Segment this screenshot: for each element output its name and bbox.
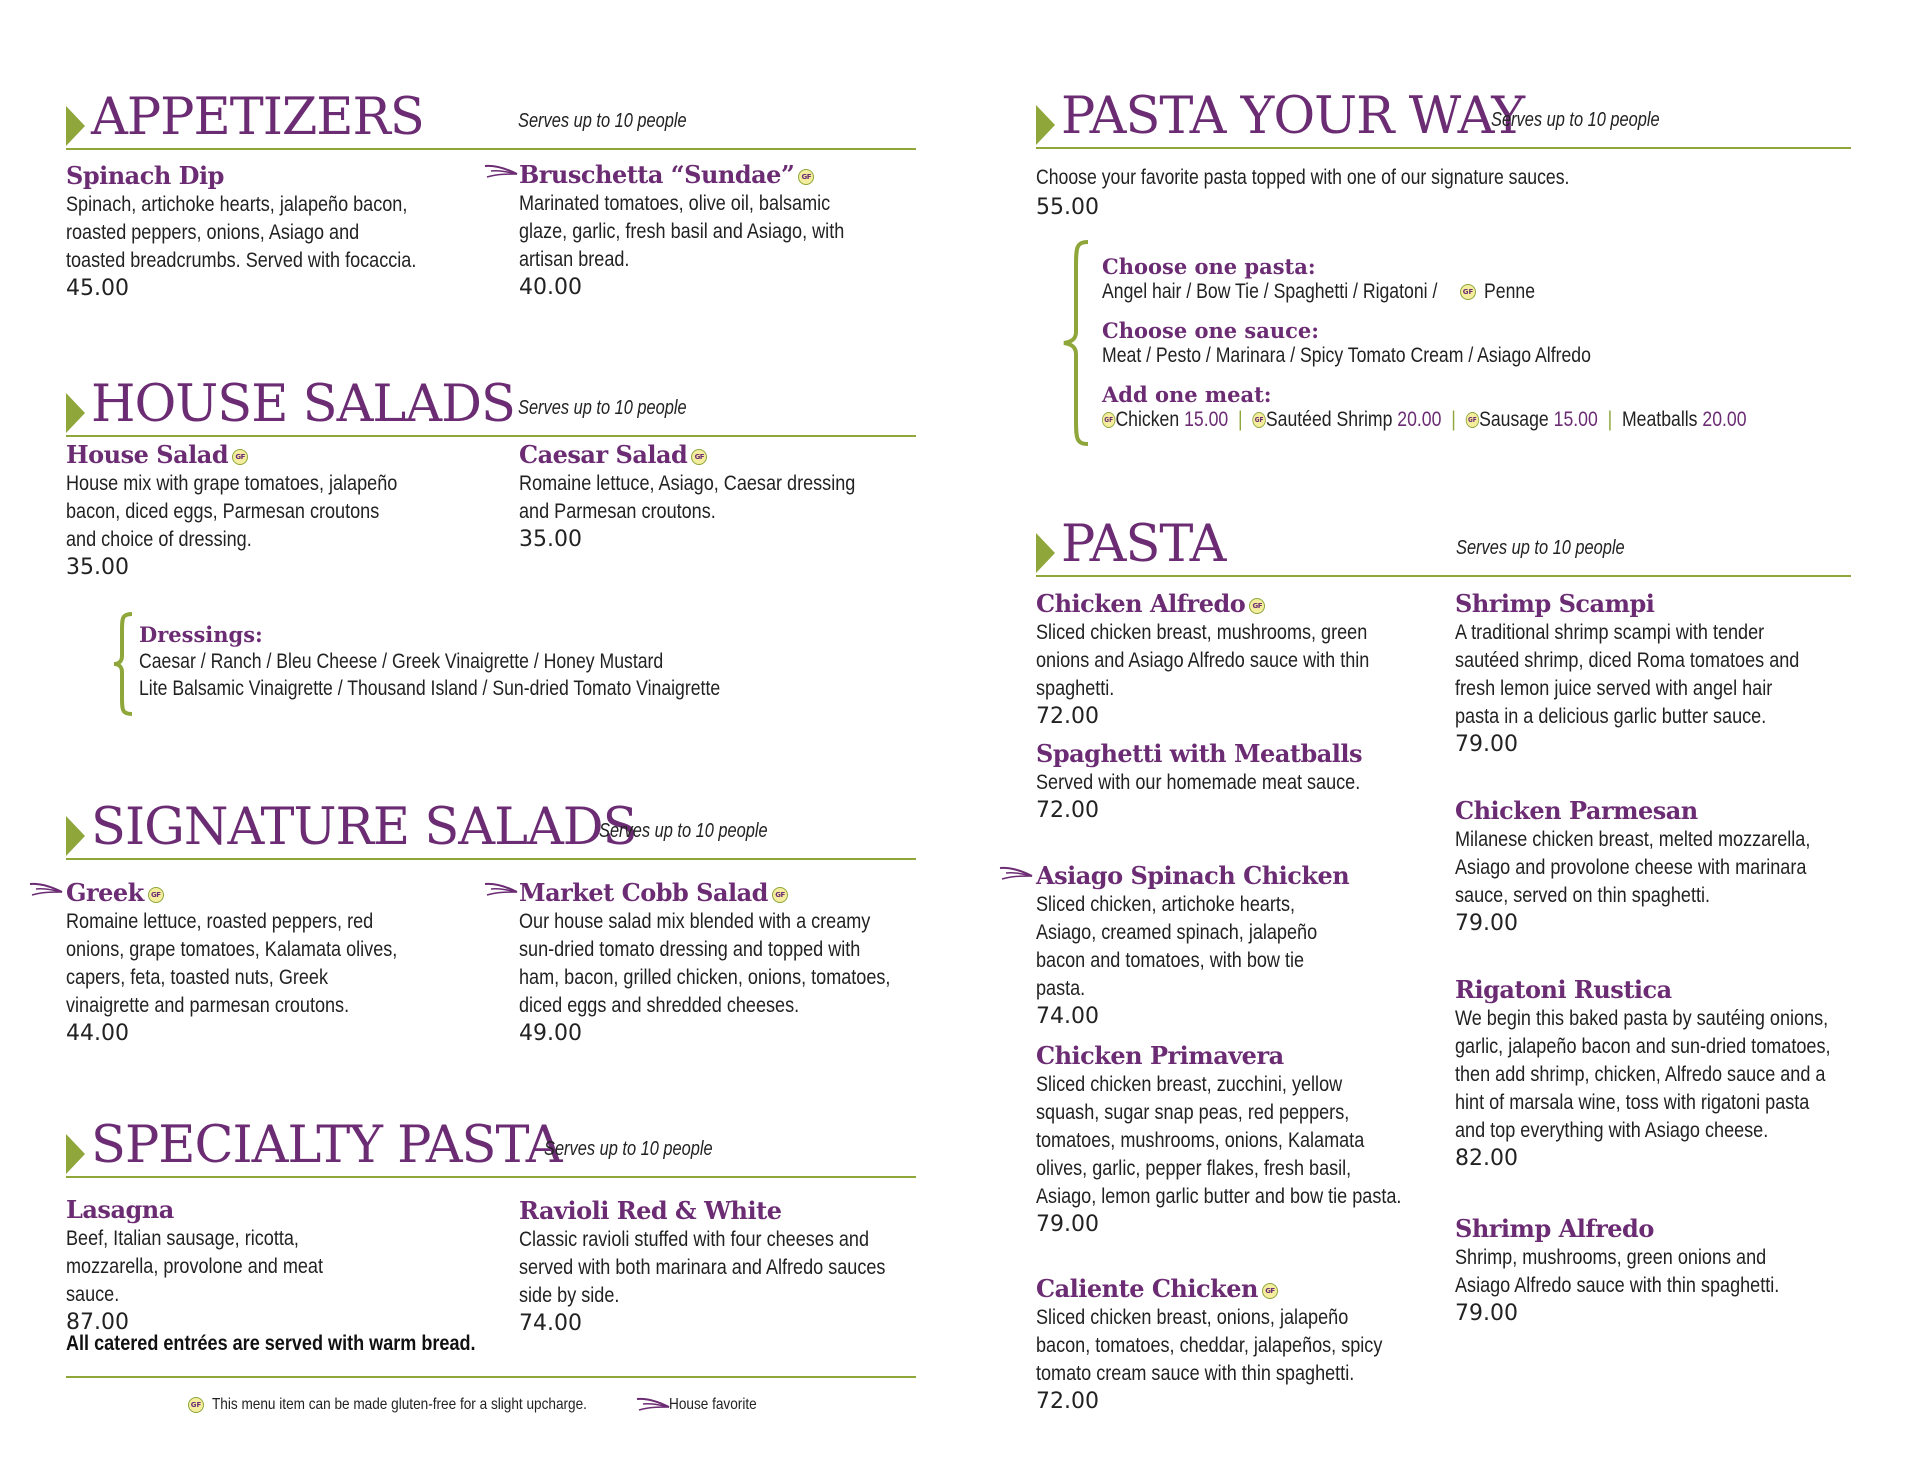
meat-chicken: Chicken — [1115, 408, 1180, 431]
item-name: Shrimp Alfredo — [1455, 1214, 1654, 1243]
house-favorite-legend: House favorite — [669, 1396, 757, 1413]
separator: | — [1602, 408, 1618, 431]
pasta-options-row — [1102, 278, 1501, 306]
dressings-box — [112, 608, 812, 718]
menu-item-chicken-parmesan — [1455, 796, 1855, 938]
section-title: APPETIZERS — [91, 88, 424, 147]
item-price: 45.00 — [66, 276, 129, 301]
item-description: Sliced chicken breast, zucchini, yellow squash, sugar snap peas, red peppers, tomatoes, mushrooms, onions, Kalamata olives, garlic, pepper flakes, fresh basil, Asiago, lemon garlic butter and bow tie pasta. — [1036, 1073, 1402, 1208]
gluten-free-icon: GF — [1466, 412, 1479, 428]
item-name: Spaghetti with Meatballs — [1036, 739, 1363, 768]
item-name: Chicken Alfredo GF — [1036, 589, 1436, 619]
item-name: Shrimp Scampi — [1455, 589, 1655, 618]
bread-note: All catered entrées are served with warm bread. — [66, 1332, 476, 1355]
item-name: Lasagna — [66, 1195, 174, 1224]
item-price: 44.00 — [66, 1021, 129, 1046]
menu-item-shrimp-scampi — [1455, 589, 1855, 759]
gluten-free-icon: GF — [1460, 284, 1476, 300]
item-description: A traditional shrimp scampi with tender sautéed shrimp, diced Roma tomatoes and fresh lemon juice served with angel hair pasta in a delicious garlic butter sauce. — [1455, 621, 1800, 728]
pasta-options: Angel hair / Bow Tie / Spaghetti / Rigatoni / — [1102, 280, 1438, 303]
item-name: Greek GF — [66, 878, 466, 908]
pasta-header — [1036, 515, 1851, 575]
section-divider — [66, 1176, 916, 1178]
section-title: PASTA — [1061, 515, 1226, 574]
serves-note: Serves up to 10 people — [518, 110, 687, 132]
dressings-label: Dressings: — [139, 622, 263, 647]
section-title: SPECIALTY PASTA — [91, 1116, 562, 1175]
gluten-free-icon: GF — [691, 449, 707, 465]
house-favorite-icon — [483, 880, 521, 898]
item-price: 72.00 — [1036, 1389, 1099, 1414]
item-description: Romaine lettuce, Asiago, Caesar dressing and Parmesan croutons. — [519, 472, 856, 523]
section-arrow-icon — [66, 106, 85, 146]
item-description: Sliced chicken breast, onions, jalapeño bacon, tomatoes, cheddar, jalapeños, spicy tomato cream sauce with thin spaghetti. — [1036, 1306, 1383, 1385]
meat-sausage-price: 15.00 — [1553, 408, 1598, 431]
meat-shrimp-price: 20.00 — [1397, 408, 1442, 431]
item-price: 72.00 — [1036, 798, 1099, 823]
item-description: Shrimp, mushrooms, green onions and Asiago Alfredo sauce with thin spaghetti. — [1455, 1246, 1780, 1297]
menu-item-chicken-alfredo — [1036, 589, 1436, 731]
meat-chicken-price: 15.00 — [1184, 408, 1229, 431]
gluten-free-icon: GF — [1262, 1283, 1278, 1299]
item-price: 82.00 — [1455, 1146, 1518, 1171]
pasta-your-way-price: 55.00 — [1036, 195, 1099, 220]
item-description: We begin this baked pasta by sautéing onions, garlic, jalapeño bacon and sun-dried tomatoes, then add shrimp, chicken, Alfredo sauce and a hint of marsala wine, toss with rigatoni pasta and top everything with Asiago cheese. — [1455, 1007, 1831, 1142]
pasta-your-way-options — [1062, 238, 1862, 448]
section-arrow-icon — [66, 1134, 85, 1174]
dressings-line-2: Lite Balsamic Vinaigrette / Thousand Island / Sun-dried Tomato Vinaigrette — [139, 677, 721, 700]
item-name: Spinach Dip — [66, 161, 224, 190]
item-name: Chicken Primavera — [1036, 1041, 1284, 1070]
item-description: House mix with grape tomatoes, jalapeño bacon, diced eggs, Parmesan croutons and choice of dressing. — [66, 472, 398, 551]
item-price: 79.00 — [1036, 1212, 1099, 1237]
house-favorite-icon — [998, 864, 1036, 882]
pasta-your-way-intro: Choose your favorite pasta topped with one of our signature sauces. — [1036, 166, 1570, 189]
menu-item-caesar-salad — [519, 440, 919, 554]
serves-note: Serves up to 10 people — [1456, 537, 1625, 559]
item-name: Chicken Parmesan — [1455, 796, 1698, 825]
menu-item-chicken-primavera — [1036, 1041, 1436, 1239]
serves-note: Serves up to 10 people — [518, 397, 687, 419]
item-description: Milanese chicken breast, melted mozzarella, Asiago and provolone cheese with marinara sauce, served on thin spaghetti. — [1455, 828, 1811, 907]
menu-item-asiago-spinach-chicken — [1036, 861, 1436, 1031]
dressings-line-1: Caesar / Ranch / Bleu Cheese / Greek Vinaigrette / Honey Mustard — [139, 650, 664, 673]
menu-item-lasagna — [66, 1195, 466, 1337]
choose-pasta-label: Choose one pasta: — [1102, 254, 1316, 279]
section-arrow-icon — [66, 816, 85, 856]
section-divider — [66, 858, 916, 860]
item-description: Beef, Italian sausage, ricotta, mozzarella, provolone and meat sauce. — [66, 1227, 324, 1306]
item-name: Caesar Salad GF — [519, 440, 919, 470]
sauce-options: Meat / Pesto / Marinara / Spicy Tomato Cream / Asiago Alfredo — [1102, 344, 1591, 367]
specialty-pasta-header — [66, 1116, 916, 1176]
menu-item-market-cobb-salad — [519, 878, 919, 1048]
section-divider — [1036, 147, 1851, 149]
item-description: Sliced chicken, artichoke hearts, Asiago, creamed spinach, jalapeño bacon and tomatoes, with bow tie pasta. — [1036, 893, 1318, 1000]
item-name: Ravioli Red & White — [519, 1196, 782, 1225]
item-name: Bruschetta “Sundae” GF — [519, 160, 919, 190]
item-description: Our house salad mix blended with a creamy sun-dried tomato dressing and topped with ham, bacon, grilled chicken, onions, tomatoes, diced eggs and shredded cheeses. — [519, 910, 891, 1017]
meat-shrimp: Sautéed Shrimp — [1265, 408, 1393, 431]
section-title: PASTA YOUR WAY — [1061, 87, 1525, 146]
legend-divider — [66, 1376, 916, 1378]
section-divider — [1036, 575, 1851, 577]
gluten-free-icon: GF — [772, 887, 788, 903]
item-price: 40.00 — [519, 275, 582, 300]
menu-item-shrimp-alfredo — [1455, 1214, 1855, 1328]
meat-options-row — [1102, 406, 1747, 434]
section-arrow-icon — [1036, 533, 1055, 573]
brace-icon — [112, 612, 136, 716]
house-favorite-icon — [635, 1395, 673, 1413]
meat-sausage: Sausage — [1479, 408, 1549, 431]
separator: | — [1233, 408, 1248, 431]
gluten-free-icon: GF — [798, 169, 814, 185]
serves-note: Serves up to 10 people — [599, 820, 768, 842]
menu-item-house-salad — [66, 440, 466, 582]
menu-item-greek — [66, 878, 466, 1048]
item-price: 87.00 — [66, 1310, 129, 1335]
section-divider — [66, 148, 916, 150]
serves-note: Serves up to 10 people — [1491, 109, 1660, 131]
section-title: SIGNATURE SALADS — [91, 798, 637, 857]
house-favorite-icon — [483, 162, 521, 180]
item-price: 79.00 — [1455, 911, 1518, 936]
gluten-free-icon: GF — [148, 887, 164, 903]
item-name: Asiago Spinach Chicken — [1036, 861, 1350, 890]
add-meat-label: Add one meat: — [1102, 382, 1272, 407]
menu-item-rigatoni-rustica — [1455, 975, 1855, 1173]
item-name: House Salad GF — [66, 440, 466, 470]
item-description: Spinach, artichoke hearts, jalapeño bacon, roasted peppers, onions, Asiago and toasted breadcrumbs. Served with focaccia. — [66, 193, 417, 272]
appetizers-header — [66, 88, 916, 148]
item-name: Rigatoni Rustica — [1455, 975, 1672, 1004]
gluten-free-icon: GF — [1249, 598, 1265, 614]
house-salads-header — [66, 375, 916, 435]
brace-icon — [1062, 240, 1092, 446]
item-price: 74.00 — [519, 1311, 582, 1336]
section-divider — [66, 435, 916, 437]
menu-item-bruschetta-sundae — [519, 160, 919, 302]
pasta-option-penne: Penne — [1484, 280, 1536, 303]
item-price: 79.00 — [1455, 1301, 1518, 1326]
gluten-free-legend: This menu item can be made gluten-free for a slight upcharge. — [212, 1396, 587, 1413]
item-price: 35.00 — [519, 527, 582, 552]
signature-salads-header — [66, 798, 916, 858]
section-arrow-icon — [1036, 105, 1055, 145]
item-price: 49.00 — [519, 1021, 582, 1046]
choose-sauce-label: Choose one sauce: — [1102, 318, 1320, 343]
gluten-free-icon: GF — [1252, 412, 1265, 428]
menu-item-caliente-chicken — [1036, 1274, 1436, 1416]
section-arrow-icon — [66, 393, 85, 433]
separator: | — [1446, 408, 1461, 431]
item-description: Marinated tomatoes, olive oil, balsamic glaze, garlic, fresh basil and Asiago, with artisan bread. — [519, 192, 845, 271]
item-description: Romaine lettuce, roasted peppers, red onions, grape tomatoes, Kalamata olives, capers, feta, toasted nuts, Greek vinaigrette and parmesan croutons. — [66, 910, 398, 1017]
pasta-your-way-header — [1036, 87, 1851, 147]
item-price: 72.00 — [1036, 704, 1099, 729]
serves-note: Serves up to 10 people — [544, 1138, 713, 1160]
item-name: Market Cobb Salad GF — [519, 878, 919, 908]
section-title: HOUSE SALADS — [91, 375, 515, 434]
item-price: 79.00 — [1455, 732, 1518, 757]
pasta-your-way-price-wrap — [1036, 194, 1436, 222]
item-price: 74.00 — [1036, 1004, 1099, 1029]
item-description: Sliced chicken breast, mushrooms, green onions and Asiago Alfredo sauce with thin spaghetti. — [1036, 621, 1370, 700]
house-favorite-icon — [28, 880, 66, 898]
item-description: Served with our homemade meat sauce. — [1036, 771, 1361, 794]
gluten-free-icon: GF — [232, 449, 248, 465]
gluten-free-icon: GF — [188, 1397, 204, 1413]
item-price: 35.00 — [66, 555, 129, 580]
gluten-free-icon: GF — [1102, 412, 1115, 428]
item-description: Classic ravioli stuffed with four cheeses and served with both marinara and Alfredo sauces side by side. — [519, 1228, 886, 1307]
meat-meatballs-price: 20.00 — [1702, 408, 1747, 431]
item-name: Caliente Chicken GF — [1036, 1274, 1436, 1304]
menu-item-spinach-dip — [66, 161, 466, 303]
menu-item-ravioli-red-white — [519, 1196, 919, 1338]
menu-item-spaghetti-meatballs — [1036, 739, 1436, 825]
meat-meatballs: Meatballs — [1621, 408, 1698, 431]
